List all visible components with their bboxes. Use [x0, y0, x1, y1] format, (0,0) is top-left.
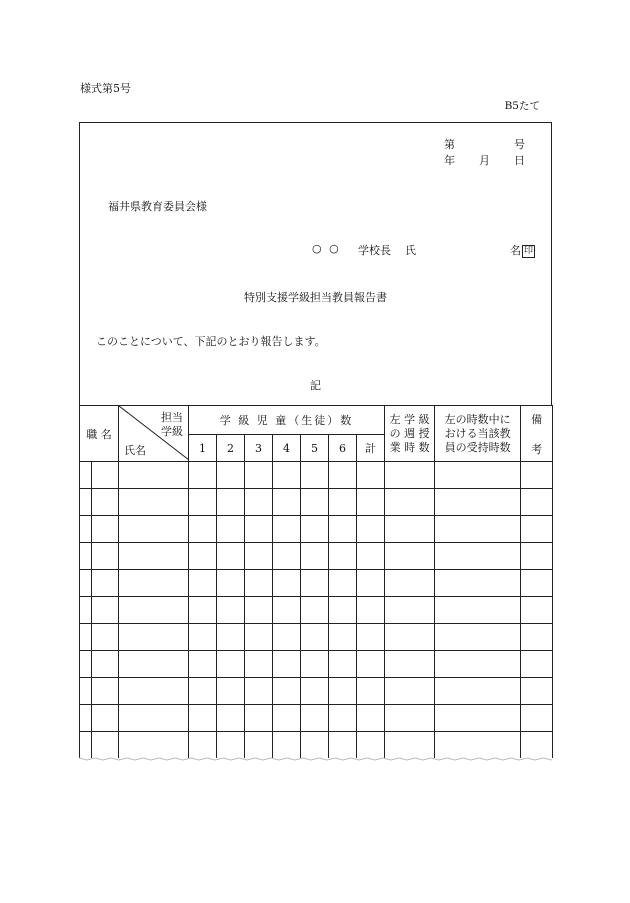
table-cell	[92, 597, 119, 624]
table-cell	[385, 705, 435, 732]
table-cell	[521, 705, 553, 732]
table-cell	[80, 570, 92, 597]
principal-mei	[510, 242, 535, 258]
grade-4-header: 4	[273, 435, 301, 462]
table-cell	[301, 543, 329, 570]
table-cell	[521, 678, 553, 705]
table-cell	[435, 678, 521, 705]
table-cell	[329, 624, 357, 651]
table-row	[80, 624, 553, 651]
table-cell	[329, 489, 357, 516]
table-cell	[92, 462, 119, 489]
table-cell	[119, 570, 189, 597]
table-cell	[385, 732, 435, 759]
table-cell	[301, 678, 329, 705]
date-month: 月	[479, 154, 490, 167]
table-cell	[435, 489, 521, 516]
table-cell	[189, 543, 217, 570]
table-cell	[217, 516, 245, 543]
table-cell	[92, 624, 119, 651]
table-cell	[217, 732, 245, 759]
table-cell	[119, 732, 189, 759]
table-cell	[80, 651, 92, 678]
principal-mei-text: 名	[510, 244, 521, 257]
table-cell	[189, 516, 217, 543]
table-cell	[245, 462, 273, 489]
assigned-hours-line-1: 左の時数中に	[444, 412, 511, 426]
table-row	[80, 489, 553, 516]
table-cell	[329, 570, 357, 597]
table-cell	[357, 516, 385, 543]
date-year: 年	[444, 154, 455, 167]
table-cell	[189, 489, 217, 516]
report-table	[79, 405, 553, 758]
principal-title: 学校長	[358, 244, 391, 257]
table-cell	[301, 732, 329, 759]
table-cell	[301, 597, 329, 624]
table-cell	[521, 597, 553, 624]
remarks-header	[521, 406, 553, 462]
table-cell	[92, 543, 119, 570]
grade-5-header: 5	[301, 435, 329, 462]
table-cell	[217, 651, 245, 678]
table-cell	[435, 624, 521, 651]
table-cell	[273, 489, 301, 516]
school-name-placeholder: ○ ○	[312, 242, 341, 255]
table-cell	[245, 651, 273, 678]
doc-number-suffix: 号	[514, 138, 525, 151]
table-cell	[385, 516, 435, 543]
table-cell	[385, 489, 435, 516]
table-cell	[357, 462, 385, 489]
grade-6-header: 6	[329, 435, 357, 462]
paper-size-label: B5たて	[504, 100, 540, 112]
table-cell	[435, 651, 521, 678]
table-cell	[301, 489, 329, 516]
table-cell	[217, 597, 245, 624]
table-cell	[301, 462, 329, 489]
table-cell	[435, 570, 521, 597]
table-cell	[273, 597, 301, 624]
table-cell	[301, 624, 329, 651]
table-row	[80, 705, 553, 732]
table-cell	[80, 516, 92, 543]
table-row	[80, 732, 553, 759]
diag-label-gakkyu: 学級	[161, 425, 183, 438]
table-cell	[521, 543, 553, 570]
table-cell	[119, 624, 189, 651]
diag-label-shimei: 氏名	[124, 444, 146, 457]
table-cell	[119, 597, 189, 624]
table-cell	[273, 678, 301, 705]
table-cell	[273, 516, 301, 543]
assigned-hours-header	[435, 406, 521, 462]
table-cell	[357, 489, 385, 516]
table-cell	[521, 516, 553, 543]
table-cell	[301, 651, 329, 678]
table-cell	[435, 543, 521, 570]
table-cell	[189, 597, 217, 624]
table-cell	[80, 732, 92, 759]
table-cell	[217, 489, 245, 516]
torn-edge	[79, 756, 552, 762]
table-cell	[92, 705, 119, 732]
table-cell	[329, 543, 357, 570]
table-cell	[119, 462, 189, 489]
table-cell	[301, 705, 329, 732]
table-cell	[521, 732, 553, 759]
table-cell	[92, 516, 119, 543]
table-cell	[521, 462, 553, 489]
weekly-hours-line-1: 左 学 級	[389, 412, 430, 426]
table-cell	[245, 597, 273, 624]
table-cell	[189, 732, 217, 759]
doc-number-prefix: 第	[444, 138, 455, 151]
remarks-line-1: 備	[531, 412, 543, 426]
table-row	[80, 678, 553, 705]
table-cell	[92, 678, 119, 705]
table-cell	[273, 462, 301, 489]
table-cell	[245, 543, 273, 570]
seal-mark: 印	[524, 246, 534, 256]
table-cell	[521, 489, 553, 516]
table-cell	[245, 624, 273, 651]
table-cell	[329, 651, 357, 678]
total-header: 計	[357, 435, 385, 462]
table-cell	[329, 732, 357, 759]
ki-heading: 記	[310, 379, 321, 392]
table-cell	[273, 570, 301, 597]
table-cell	[273, 651, 301, 678]
table-cell	[357, 543, 385, 570]
table-cell	[92, 489, 119, 516]
diag-label-tanto: 担当	[161, 411, 183, 424]
table-cell	[329, 597, 357, 624]
table-row	[80, 570, 553, 597]
table-cell	[80, 597, 92, 624]
table-cell	[357, 678, 385, 705]
table-cell	[189, 678, 217, 705]
table-cell	[385, 570, 435, 597]
table-cell	[80, 489, 92, 516]
table-cell	[301, 570, 329, 597]
table-cell	[273, 732, 301, 759]
grade-3-header: 3	[245, 435, 273, 462]
table-cell	[357, 705, 385, 732]
table-cell	[245, 516, 273, 543]
table-cell	[385, 651, 435, 678]
table-row	[80, 543, 553, 570]
table-cell	[385, 543, 435, 570]
table-cell	[521, 624, 553, 651]
table-cell	[329, 516, 357, 543]
table-cell	[435, 516, 521, 543]
table-cell	[189, 462, 217, 489]
assigned-hours-line-2: おける当該教	[444, 426, 511, 440]
table-cell	[435, 705, 521, 732]
table-cell	[357, 651, 385, 678]
grade-2-header: 2	[217, 435, 245, 462]
table-cell	[245, 570, 273, 597]
table-cell	[385, 462, 435, 489]
table-cell	[385, 597, 435, 624]
table-cell	[357, 570, 385, 597]
table-cell	[385, 624, 435, 651]
table-cell	[92, 570, 119, 597]
table-cell	[245, 705, 273, 732]
table-cell	[80, 705, 92, 732]
table-cell	[119, 516, 189, 543]
assigned-hours-line-3: 員の受持時数	[444, 440, 511, 454]
table-cell	[245, 678, 273, 705]
table-cell	[385, 678, 435, 705]
table-cell	[189, 570, 217, 597]
table-cell	[119, 651, 189, 678]
table-cell	[357, 732, 385, 759]
document-title: 特別支援学級担当教員報告書	[244, 291, 387, 304]
table-cell	[521, 570, 553, 597]
student-count-header: 学 級 児 童（生徒）数	[189, 406, 385, 435]
table-cell	[80, 543, 92, 570]
table-cell	[435, 462, 521, 489]
table-cell	[92, 732, 119, 759]
grade-1-header: 1	[189, 435, 217, 462]
table-cell	[301, 516, 329, 543]
table-cell	[92, 651, 119, 678]
table-cell	[329, 678, 357, 705]
table-cell	[119, 489, 189, 516]
table-cell	[119, 543, 189, 570]
table-cell	[273, 543, 301, 570]
table-row	[80, 516, 553, 543]
table-cell	[217, 678, 245, 705]
table-cell	[217, 543, 245, 570]
date-day: 日	[514, 154, 525, 167]
table-cell	[189, 651, 217, 678]
diagonal-header-cell	[119, 406, 189, 462]
table-cell	[217, 624, 245, 651]
table-cell	[189, 624, 217, 651]
table-cell	[217, 570, 245, 597]
table-cell	[329, 705, 357, 732]
table-cell	[189, 705, 217, 732]
table-row	[80, 462, 553, 489]
principal-uji: 氏	[405, 244, 416, 257]
table-cell	[245, 489, 273, 516]
remarks-line-2: 考	[531, 442, 543, 456]
table-cell	[80, 462, 92, 489]
table-cell	[273, 705, 301, 732]
form-number: 様式第5号	[80, 82, 131, 95]
table-cell	[435, 732, 521, 759]
table-cell	[521, 651, 553, 678]
table-cell	[119, 705, 189, 732]
table-cell	[217, 462, 245, 489]
weekly-hours-header	[385, 406, 435, 462]
table-cell	[273, 624, 301, 651]
table-cell	[80, 678, 92, 705]
table-cell	[357, 624, 385, 651]
table-cell	[80, 624, 92, 651]
position-header: 職 名	[80, 406, 119, 462]
table-row	[80, 597, 553, 624]
table-cell	[329, 462, 357, 489]
weekly-hours-line-3: 業 時 数	[389, 440, 430, 454]
table-row	[80, 651, 553, 678]
weekly-hours-line-2: の 週 授	[389, 426, 430, 440]
table-cell	[217, 705, 245, 732]
table-cell	[357, 597, 385, 624]
table-cell	[435, 597, 521, 624]
addressee: 福井県教育委員会様	[108, 200, 207, 213]
table-cell	[119, 678, 189, 705]
body-text: このことについて、下記のとおり報告します。	[96, 335, 326, 348]
table-cell	[245, 732, 273, 759]
